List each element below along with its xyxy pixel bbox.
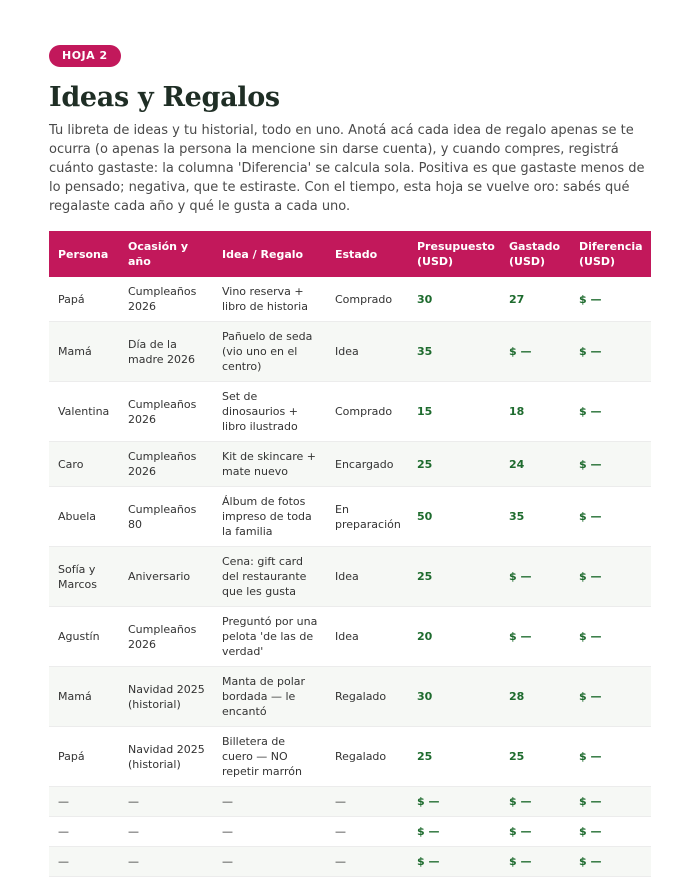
cell-presupuesto[interactable]: 25 — [408, 727, 500, 787]
cell-persona[interactable]: Sofía y Marcos — [49, 547, 119, 607]
table-row — [49, 847, 651, 877]
intro-paragraph: Tu libreta de ideas y tu historial, todo en uno. Anotá acá cada idea de regalo apenas se te ocurra (o apenas la persona la mencione sin darse cuenta), y cuando compres, registrá cuánto gastaste: la columna 'Diferencia' se calcula sola. Positiva es que gastaste menos de lo pensado; negativa, que te estiraste. Con el tiempo, esta hoja se vuelve oro: sabés qué regalaste cada año y qué le gusta a cada uno. — [49, 123, 645, 214]
cell-ocasion[interactable]: Cumpleaños 80 — [119, 487, 213, 547]
table-row — [49, 487, 651, 547]
cell-presupuesto[interactable]: 30 — [408, 667, 500, 727]
cell-diferencia[interactable]: $ — — [570, 667, 651, 727]
cell-idea[interactable]: Álbum de fotos impreso de toda la familia — [213, 487, 326, 547]
table-body — [49, 277, 651, 877]
cell-estado[interactable]: Encargado — [326, 442, 408, 487]
col-header-diferencia: Diferencia (USD) — [570, 231, 651, 277]
cell-ocasion[interactable]: Cumpleaños 2026 — [119, 277, 213, 322]
table-row — [49, 382, 651, 442]
cell-estado[interactable]: — — [326, 847, 408, 877]
cell-gastado[interactable]: 18 — [500, 382, 570, 442]
cell-idea[interactable]: Cena: gift card del restaurante que les gusta — [213, 547, 326, 607]
cell-idea[interactable]: Billetera de cuero — NO repetir marrón — [213, 727, 326, 787]
cell-idea[interactable]: Manta de polar bordada — le encantó — [213, 667, 326, 727]
cell-persona[interactable]: Papá — [49, 727, 119, 787]
col-header-idea: Idea / Regalo — [213, 231, 326, 277]
table-row — [49, 442, 651, 487]
cell-idea[interactable]: Preguntó por una pelota 'de las de verdad' — [213, 607, 326, 667]
cell-gastado[interactable]: $ — — [500, 847, 570, 877]
cell-ocasion[interactable]: Navidad 2025 (historial) — [119, 727, 213, 787]
cell-estado[interactable]: Idea — [326, 322, 408, 382]
cell-idea[interactable]: — — [213, 847, 326, 877]
col-header-ocasion: Ocasión y año — [119, 231, 213, 277]
cell-gastado[interactable]: 27 — [500, 277, 570, 322]
cell-ocasion[interactable]: Día de la madre 2026 — [119, 322, 213, 382]
col-header-gastado: Gastado (USD) — [500, 231, 570, 277]
cell-ocasion[interactable]: — — [119, 847, 213, 877]
sheet-badge: HOJA 2 — [49, 45, 121, 67]
cell-idea[interactable]: — — [213, 787, 326, 817]
cell-gastado[interactable]: 24 — [500, 442, 570, 487]
cell-diferencia[interactable]: $ — — [570, 322, 651, 382]
cell-estado[interactable]: — — [326, 817, 408, 847]
cell-gastado[interactable]: $ — — [500, 607, 570, 667]
cell-presupuesto[interactable]: 15 — [408, 382, 500, 442]
cell-presupuesto[interactable]: $ — — [408, 817, 500, 847]
table-header-row — [49, 231, 651, 277]
cell-gastado[interactable]: 25 — [500, 727, 570, 787]
cell-idea[interactable]: Pañuelo de seda (vio uno en el centro) — [213, 322, 326, 382]
cell-diferencia[interactable]: $ — — [570, 547, 651, 607]
table-row — [49, 322, 651, 382]
cell-diferencia[interactable]: $ — — [570, 727, 651, 787]
cell-gastado[interactable]: 35 — [500, 487, 570, 547]
cell-persona[interactable]: Caro — [49, 442, 119, 487]
cell-estado[interactable]: Regalado — [326, 667, 408, 727]
cell-diferencia[interactable]: $ — — [570, 487, 651, 547]
cell-persona[interactable]: Abuela — [49, 487, 119, 547]
cell-gastado[interactable]: $ — — [500, 322, 570, 382]
cell-persona[interactable]: — — [49, 787, 119, 817]
cell-ocasion[interactable]: Cumpleaños 2026 — [119, 442, 213, 487]
cell-ocasion[interactable]: Cumpleaños 2026 — [119, 382, 213, 442]
cell-diferencia[interactable]: $ — — [570, 277, 651, 322]
cell-presupuesto[interactable]: 20 — [408, 607, 500, 667]
cell-persona[interactable]: Valentina — [49, 382, 119, 442]
cell-persona[interactable]: Mamá — [49, 667, 119, 727]
cell-estado[interactable]: Comprado — [326, 277, 408, 322]
cell-estado[interactable]: — — [326, 787, 408, 817]
cell-persona[interactable]: — — [49, 817, 119, 847]
gifts-table — [49, 231, 651, 877]
cell-diferencia[interactable]: $ — — [570, 382, 651, 442]
table-row — [49, 547, 651, 607]
cell-estado[interactable]: Idea — [326, 607, 408, 667]
cell-ocasion[interactable]: Aniversario — [119, 547, 213, 607]
cell-persona[interactable]: Mamá — [49, 322, 119, 382]
cell-presupuesto[interactable]: 25 — [408, 442, 500, 487]
table-row — [49, 787, 651, 817]
cell-persona[interactable]: Agustín — [49, 607, 119, 667]
cell-persona[interactable]: — — [49, 847, 119, 877]
table-row — [49, 667, 651, 727]
cell-presupuesto[interactable]: 50 — [408, 487, 500, 547]
cell-gastado[interactable]: $ — — [500, 787, 570, 817]
cell-idea[interactable]: — — [213, 817, 326, 847]
col-header-persona: Persona — [49, 231, 119, 277]
table-row — [49, 607, 651, 667]
cell-ocasion[interactable]: Navidad 2025 (historial) — [119, 667, 213, 727]
cell-diferencia[interactable]: $ — — [570, 847, 651, 877]
cell-diferencia[interactable]: $ — — [570, 787, 651, 817]
cell-diferencia[interactable]: $ — — [570, 442, 651, 487]
cell-ocasion[interactable]: Cumpleaños 2026 — [119, 607, 213, 667]
col-header-presupuesto: Presupuesto (USD) — [408, 231, 500, 277]
cell-presupuesto[interactable]: $ — — [408, 787, 500, 817]
cell-estado[interactable]: Idea — [326, 547, 408, 607]
cell-idea[interactable]: Vino reserva + libro de historia — [213, 277, 326, 322]
table-row — [49, 817, 651, 847]
cell-persona[interactable]: Papá — [49, 277, 119, 322]
cell-idea[interactable]: Kit de skincare + mate nuevo — [213, 442, 326, 487]
cell-estado[interactable]: Comprado — [326, 382, 408, 442]
cell-estado[interactable]: Regalado — [326, 727, 408, 787]
page-title: Ideas y Regalos — [49, 82, 280, 113]
cell-ocasion[interactable]: — — [119, 787, 213, 817]
table-row — [49, 277, 651, 322]
cell-gastado[interactable]: $ — — [500, 547, 570, 607]
cell-ocasion[interactable]: — — [119, 817, 213, 847]
cell-diferencia[interactable]: $ — — [570, 607, 651, 667]
cell-idea[interactable]: Set de dinosaurios + libro ilustrado — [213, 382, 326, 442]
cell-presupuesto[interactable]: $ — — [408, 847, 500, 877]
cell-gastado[interactable]: 28 — [500, 667, 570, 727]
cell-presupuesto[interactable]: 25 — [408, 547, 500, 607]
col-header-estado: Estado — [326, 231, 408, 277]
cell-gastado[interactable]: $ — — [500, 817, 570, 847]
cell-presupuesto[interactable]: 35 — [408, 322, 500, 382]
cell-diferencia[interactable]: $ — — [570, 817, 651, 847]
table-row — [49, 727, 651, 787]
cell-presupuesto[interactable]: 30 — [408, 277, 500, 322]
cell-estado[interactable]: En preparación — [326, 487, 408, 547]
